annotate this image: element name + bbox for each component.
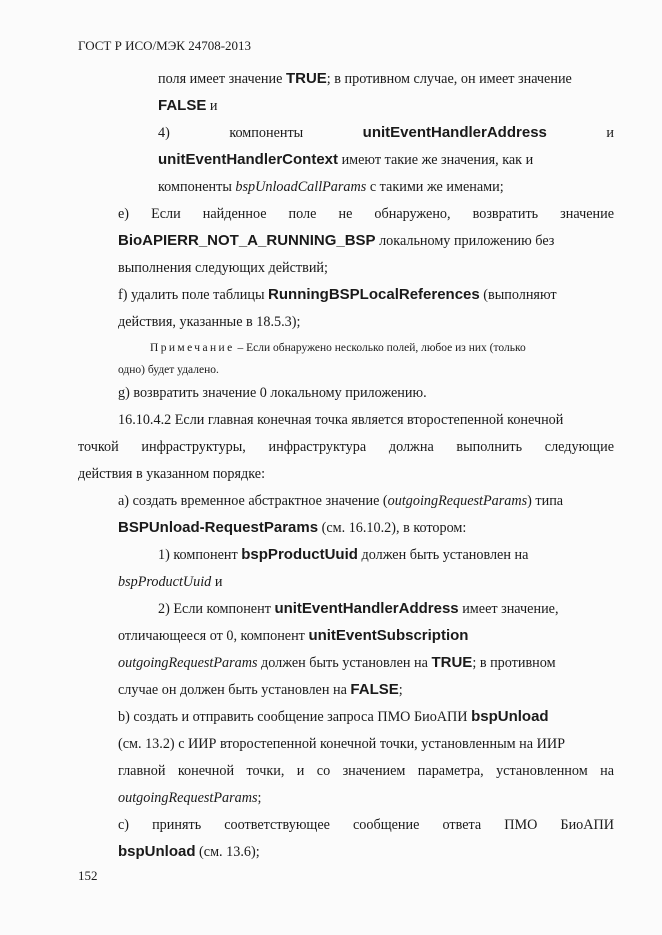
text-line: выполнения следующих действий; bbox=[118, 260, 328, 276]
page-number: 152 bbox=[78, 868, 98, 883]
text-line: 4) компоненты unitEventHandlerAddress и bbox=[158, 124, 614, 141]
text-line: точкой инфраструктуры, инфраструктура должна выполнить следующие bbox=[78, 439, 614, 455]
text-line: отличающееся от 0, компонент unitEventSubscription bbox=[118, 627, 469, 644]
text-line: g) возвратить значение 0 локальному приложению. bbox=[118, 385, 427, 401]
text-line: (см. 13.2) с ИИР второстепенной конечной точки, установленным на ИИР bbox=[118, 736, 565, 752]
text-line: BSPUnload-RequestParams (см. 16.10.2), в котором: bbox=[118, 519, 467, 536]
text-line: с) принять соответствующее сообщение ответа ПМО БиоАПИ bbox=[118, 817, 614, 833]
text-line: unitEventHandlerContext имеют такие же значения, как и bbox=[158, 151, 534, 168]
text-line: действия в указанном порядке: bbox=[78, 466, 266, 482]
text-line: главной конечной точки, и со значением параметра, установленном на bbox=[118, 763, 614, 779]
text-line: а) создать временное абстрактное значение (outgoingRequestParams) типа bbox=[118, 493, 564, 509]
text-line: 1) компонент bspProductUuid должен быть установлен на bbox=[158, 546, 529, 563]
document-header: ГОСТ Р ИСО/МЭК 24708-2013 bbox=[78, 38, 252, 53]
text-line: е) Если найденное поле не обнаружено, возвратить значение bbox=[118, 206, 614, 222]
text-line: FALSE и bbox=[158, 97, 218, 114]
text-line: outgoingRequestParams; bbox=[118, 790, 262, 806]
text-line: поля имеет значение TRUE; в противном случае, он имеет значение bbox=[158, 70, 572, 87]
text-line: f) удалить поле таблицы RunningBSPLocalReferences (выполняют bbox=[118, 286, 557, 303]
text-line: BioAPIERR_NOT_A_RUNNING_BSP локальному приложению без bbox=[118, 232, 555, 249]
text-line: компоненты bspUnloadCallParams с такими же именами; bbox=[158, 179, 504, 195]
text-line: bspProductUuid и bbox=[118, 574, 223, 590]
text-line: b) создать и отправить сообщение запроса ПМО БиоАПИ bspUnload bbox=[118, 708, 549, 725]
text-line: 16.10.4.2 Если главная конечная точка является второстепенной конечной bbox=[118, 412, 564, 428]
note-line: Примечание – Если обнаружено несколько полей, любое из них (только bbox=[150, 342, 526, 354]
text-line: outgoingRequestParams должен быть установлен на TRUE; в противном bbox=[118, 654, 556, 671]
text-line: 2) Если компонент unitEventHandlerAddress имеет значение, bbox=[158, 600, 559, 617]
note-line: одно) будет удалено. bbox=[118, 364, 219, 376]
text-line: случае он должен быть установлен на FALSE; bbox=[118, 681, 403, 698]
text-line: bspUnload (см. 13.6); bbox=[118, 843, 260, 860]
text-line: действия, указанные в 18.5.3); bbox=[118, 314, 301, 330]
